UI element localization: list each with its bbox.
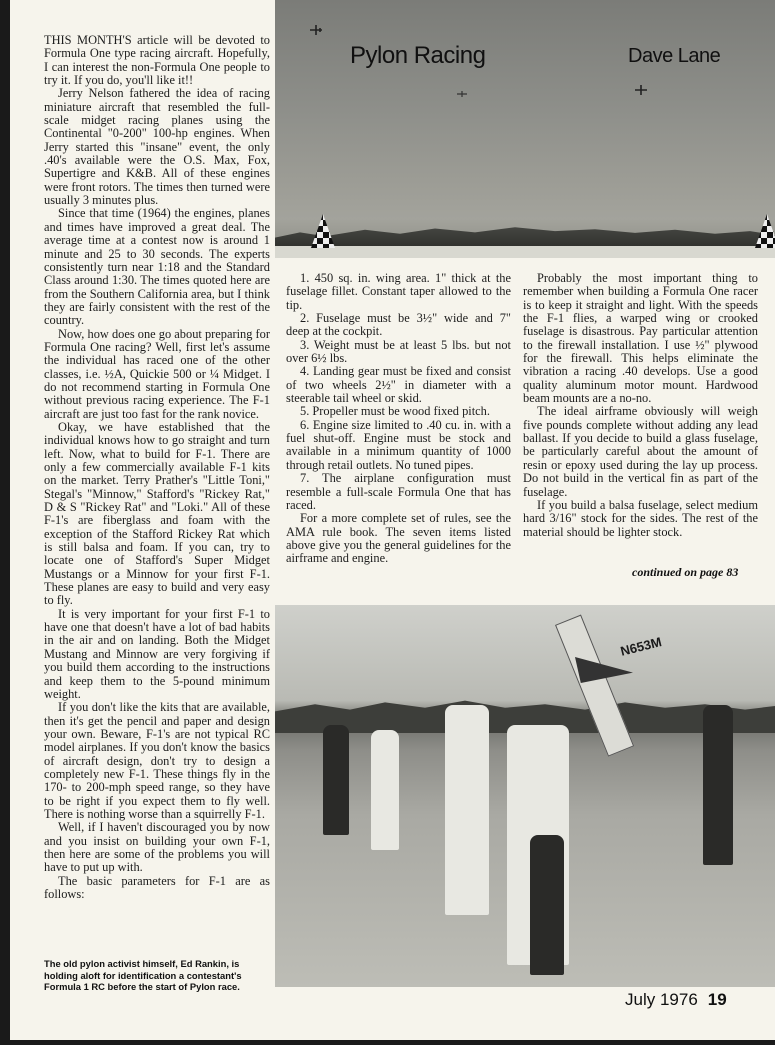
spectator-figure bbox=[323, 725, 349, 835]
issue-date: July 1976 bbox=[625, 990, 698, 1009]
rule-item: 6. Engine size limited to .40 cu. in. with a fuel shut-off. Engine must be stock and available in a minimum quantity of 1000 through retail outlets. No tuned pipes. bbox=[286, 417, 511, 472]
race-photo bbox=[275, 605, 775, 987]
paragraph: If you don't like the kits that are available, then it's get the pencil and paper and design your own. Beware, F-1's are not typical RC model airplanes. If you don't know the basics of aircraft design, don't try to design a completely new F-1. These things fly in the 170- to 200-mph speed range, so they have to be right if you expect them to fly well. There is nothing worse than a squirrelly F-1. bbox=[44, 700, 270, 821]
text-column-3 bbox=[523, 272, 758, 602]
rule-item: 3. Weight must be at least 5 lbs. but not over 6½ lbs. bbox=[286, 337, 511, 366]
continued-notice: continued on page 83 bbox=[632, 565, 739, 579]
tree-line bbox=[275, 222, 775, 248]
paragraph: It is very important for your first F-1 to have one that doesn't have a lot of bad habits in the air and on landing. Both the Midget Mustang and Minnow are very forgiving if you build them according to the instructions and keep them to the 5-pound minimum weight. bbox=[44, 606, 270, 701]
page-footer bbox=[625, 990, 727, 1010]
page-number: 19 bbox=[707, 990, 727, 1009]
text-column-1 bbox=[44, 34, 270, 929]
paragraph: Now, how does one go about preparing for Formula One racing? Well, first let's assume the individual has raced one of the other classes, i.e. ½A, Quickie 500 or ¼ Midget. I do not recommend starting in Formula One without previous racing experience. The F-1 aircraft are just too fast for the rank novice. bbox=[44, 326, 270, 421]
airplane-icon bbox=[634, 84, 648, 96]
paragraph: THIS MONTH'S article will be devoted to Formula One type racing aircraft. Hopefully, I can interest the non-Formula One people to try it. If you do, you'll like it!! bbox=[44, 33, 270, 88]
paragraph: The ideal airframe obviously will weigh five pounds complete without adding any lead ballast. If you decide to build a glass fuselage, be particularly careful about the amount of resin or epoxy used during the lay up process. Do not build in the vertical fin as part of the fuselage. bbox=[523, 404, 758, 499]
aircraft-registration: N653M bbox=[618, 634, 664, 659]
paragraph: The basic parameters for F-1 are as follows: bbox=[44, 873, 270, 901]
magazine-page bbox=[10, 0, 775, 1040]
pilot-figure-legs bbox=[530, 835, 564, 975]
airplane-icon bbox=[309, 24, 323, 36]
pylon-marker bbox=[755, 214, 775, 248]
column-title: Pylon Racing bbox=[350, 42, 486, 69]
rule-item: 4. Landing gear must be fixed and consist of two wheels 2½" in diameter with a steerable tail wheel or skid. bbox=[286, 364, 511, 406]
pylon-marker bbox=[311, 214, 335, 248]
photo-caption: The old pylon activist himself, Ed Rankin, is holding aloft for identification a contestant's Formula 1 RC before the start of Pylon race. bbox=[44, 958, 242, 993]
runway bbox=[275, 246, 775, 258]
rule-item: 1. 450 sq. in. wing area. 1" thick at the fuselage fillet. Constant taper allowed to the tip. bbox=[286, 271, 511, 312]
paragraph: Probably the most important thing to remember when building a Formula One racer is to keep it straight and light. With the speeds the F-1 flies, a warped wing or crooked fuselage is disastrous. Pay particular attention to the firewall installation. I use ½" plywood for the firewall. This helps eliminate the vibration a racing .40 develops. Use a good quality aluminum motor mount. Hardwood beam mounts are a no-no. bbox=[523, 271, 758, 406]
paragraph: Jerry Nelson fathered the idea of racing miniature aircraft that resembled the full-scale midget racing planes using the Continental "0-200" 100-hp engines. When Jerry started this "insane" event, the only .40's available were the O.S. Max, Fox, Supertigre and K&B. All of these engines were front rotors. The times then turned were usually 3 minutes plus. bbox=[44, 86, 270, 208]
rule-item: 5. Propeller must be wood fixed pitch. bbox=[300, 404, 490, 419]
text-column-2 bbox=[286, 272, 511, 602]
spectator-figure bbox=[371, 730, 399, 850]
rule-item: 2. Fuselage must be 3½" wide and 7" deep at the cockpit. bbox=[286, 311, 511, 339]
author-name: Dave Lane bbox=[628, 45, 721, 67]
spectator-figure bbox=[445, 705, 489, 915]
rule-item: 7. The airplane configuration must resemble a full-scale Formula One that has raced. bbox=[286, 471, 511, 512]
airplane-icon bbox=[455, 88, 469, 100]
paragraph: Since that time (1964) the engines, planes and times have improved a great deal. The average time at a contest now is around 1 minute and 25 to 30 seconds. The experts consistently turn near 1:18 and the Standard Class around 1:30. The times quoted here are from the Southern California area, but I think they are fairly consistent with the rest of the country. bbox=[44, 206, 270, 328]
paragraph: If you build a balsa fuselage, select medium hard 3/16" stock for the sides. The rest of the material should be lighter stock. bbox=[523, 497, 758, 539]
paragraph: For a more complete set of rules, see the AMA rule book. The seven items listed above give you the general guidelines for the airframe and engine. bbox=[286, 511, 511, 566]
header-photo bbox=[275, 0, 775, 258]
paragraph: Okay, we have established that the individual knows how to go straight and turn left. Now, what to build for F-1. There are only a few commercially available F-1 kits on the market. Terry Prather's "Little Toni," Stegal's "Minnow," Stafford's "Rickey Rat," D & S "Rickey Rat" and "Loki." All of these F-1's are fiberglass and foam with the exception of the Stafford Rickey Rat which is still balsa and foam. If you can, try to locate one of Stafford's Super Midget Mustangs or a Minnow for your first F-1. These planes are easy to build and very easy to fly. bbox=[44, 419, 270, 608]
paragraph: Well, if I haven't discouraged you by now and you insist on building your own F-1, then here are some of the problems you will have to put up with. bbox=[44, 820, 270, 875]
spectator-figure bbox=[703, 705, 733, 865]
